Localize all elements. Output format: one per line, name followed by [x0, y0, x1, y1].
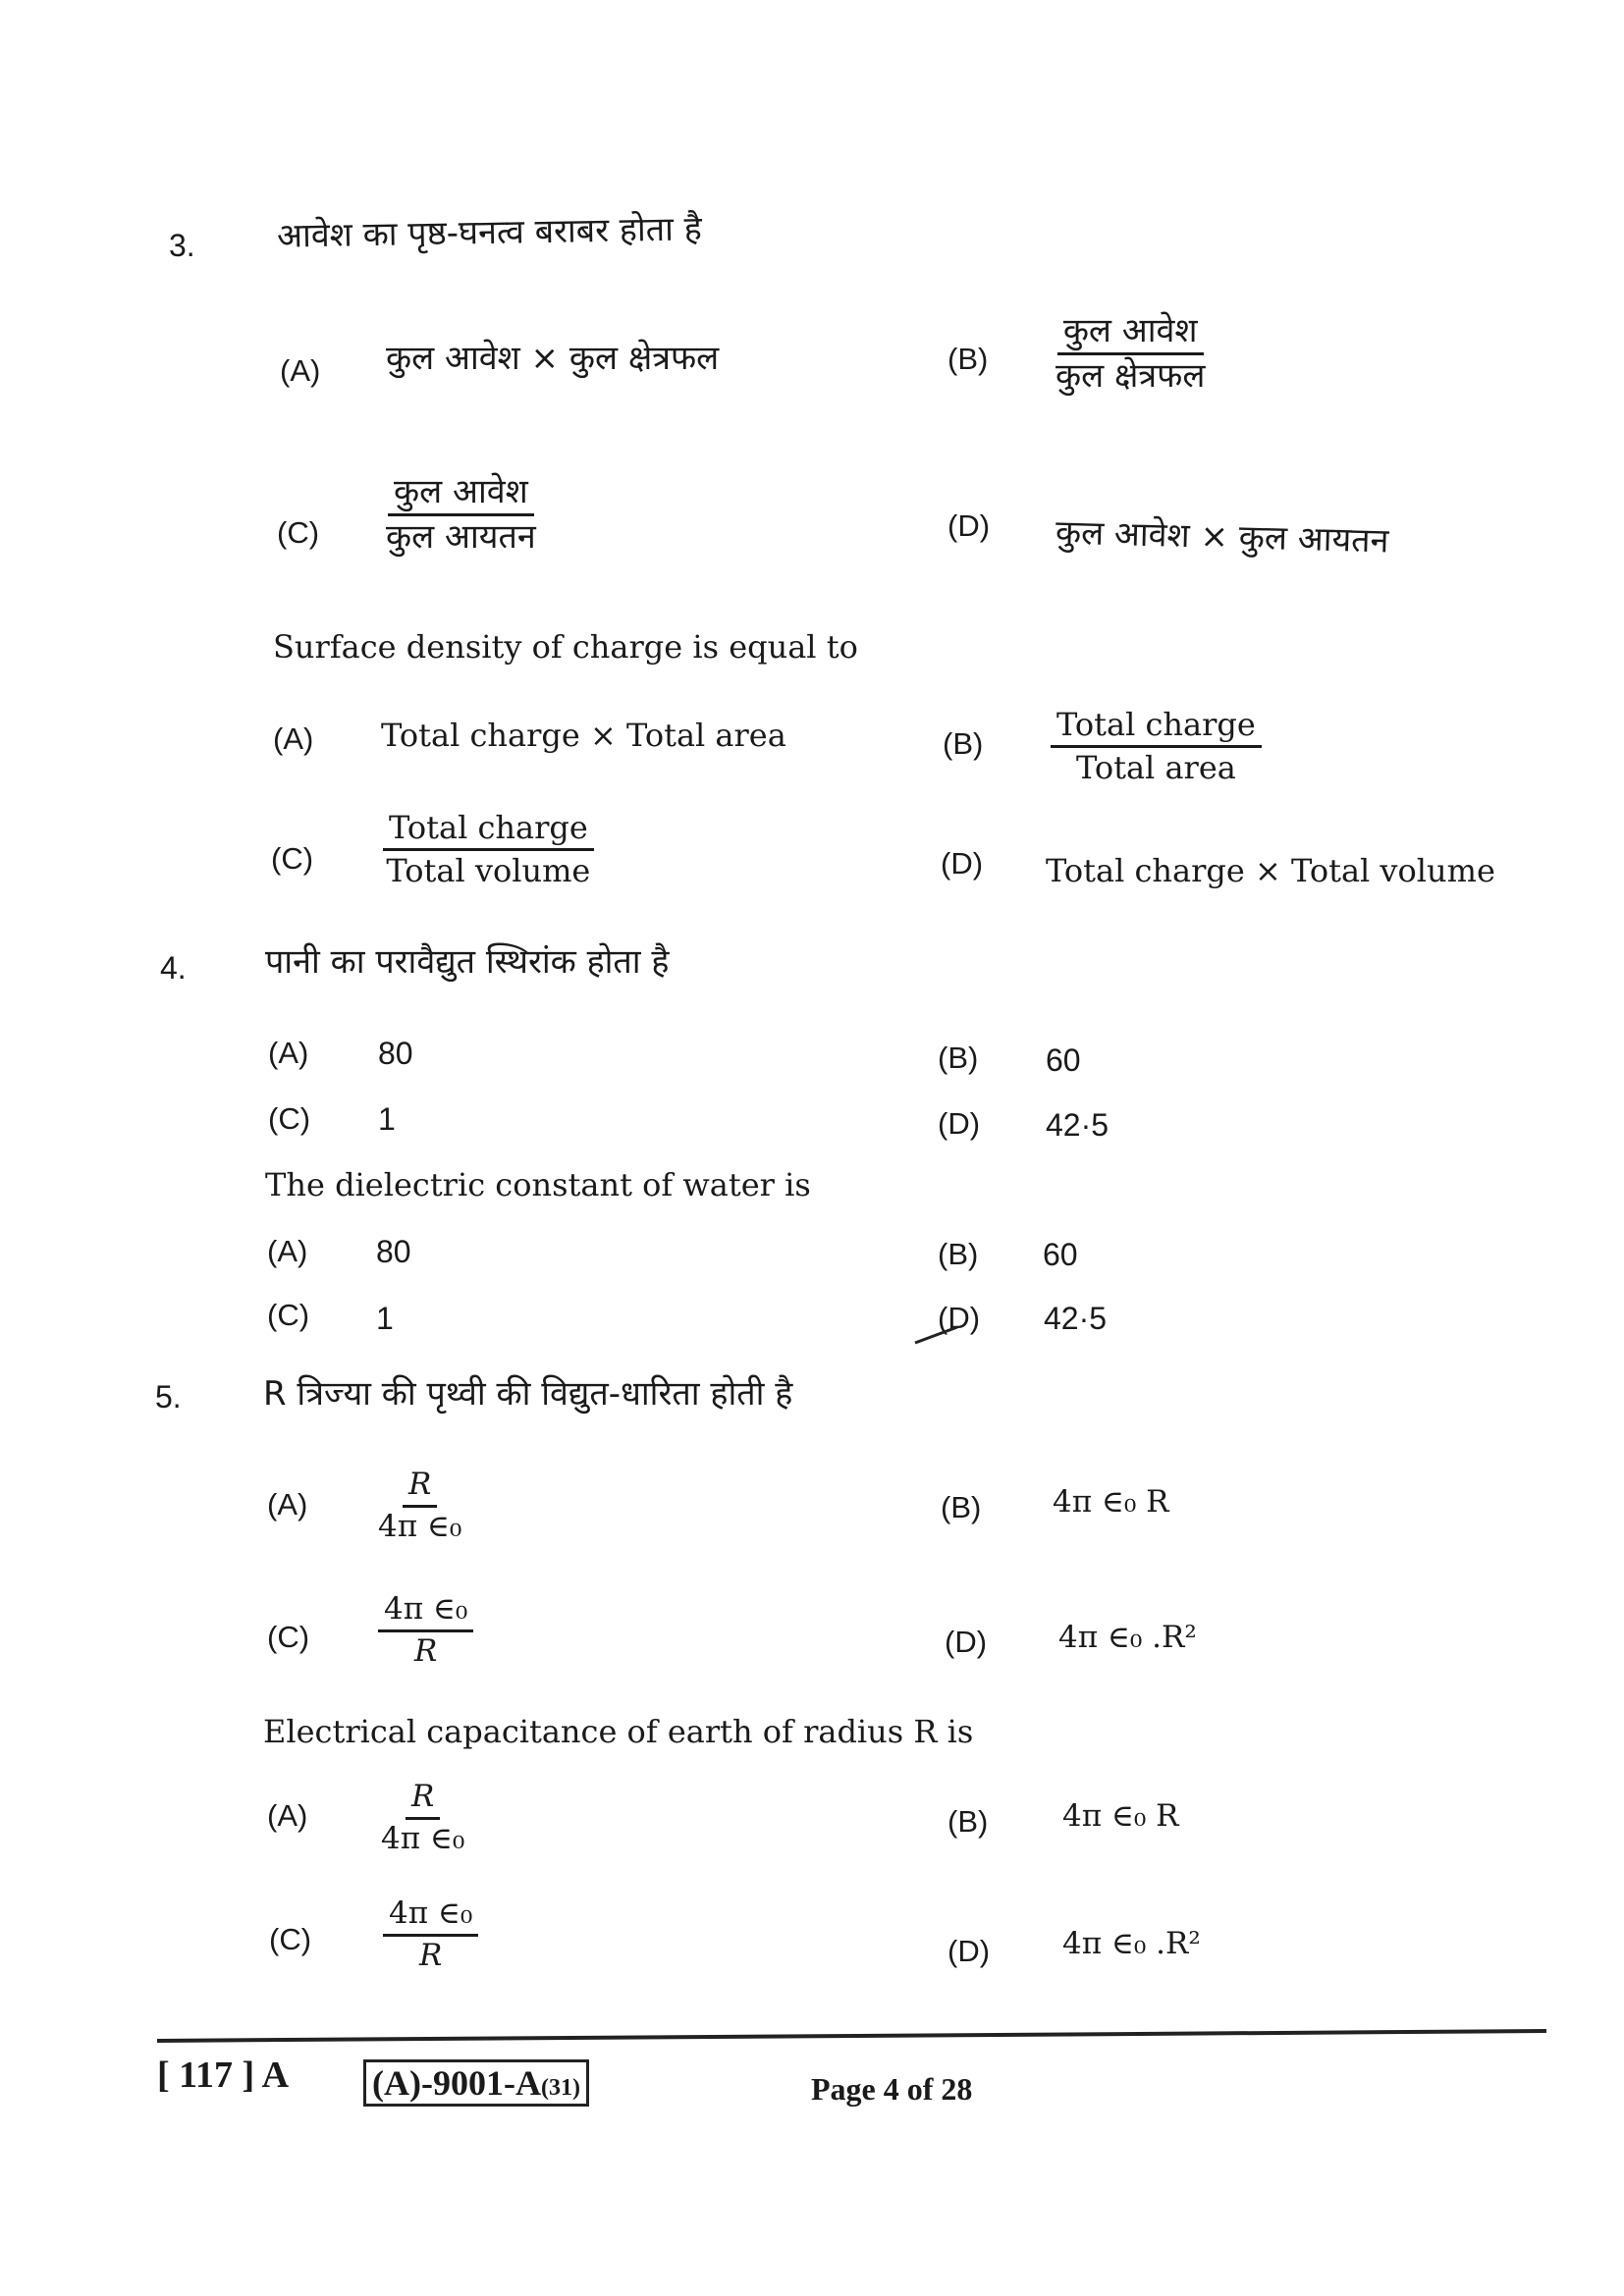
- question-5-number: 5.: [155, 1379, 182, 1415]
- option-fraction: [381, 1780, 464, 1856]
- question-4-english: The dielectric constant of water is: [265, 1166, 811, 1203]
- numerator: कुल आवेश: [388, 473, 534, 516]
- option-text: 1: [376, 1301, 394, 1336]
- option-label: (B): [947, 1804, 989, 1839]
- option-label: (A): [267, 1487, 308, 1522]
- pen-mark-icon: [913, 1315, 962, 1345]
- option-text: 1: [378, 1101, 396, 1137]
- option-label: (C): [267, 1298, 310, 1332]
- footer-paper-code: [363, 2059, 589, 2107]
- question-4-hindi: पानी का परावैद्युत स्थिरांक होता है: [265, 942, 670, 982]
- question-3-english: Surface density of charge is equal to: [273, 628, 858, 666]
- denominator: कुल आयतन: [386, 517, 536, 558]
- numerator: कुल आवेश: [1057, 312, 1204, 355]
- option-label: (A): [268, 1036, 309, 1070]
- option-label: (A): [267, 1234, 308, 1268]
- option-text: 4π ∈₀ .R²: [1062, 1926, 1201, 1961]
- option-fraction: [383, 810, 594, 889]
- option-label: (A): [273, 721, 314, 756]
- option-label: (B): [947, 342, 989, 376]
- numerator: 4π ∈₀: [378, 1592, 473, 1632]
- paper-code: (A)-9001-A: [372, 2063, 541, 2103]
- option-text: 4π ∈₀ R: [1053, 1484, 1169, 1520]
- numerator: R: [406, 1780, 440, 1820]
- option-fraction: [378, 1592, 473, 1669]
- option-text: 42·5: [1044, 1301, 1108, 1336]
- question-3-number: 3.: [169, 228, 195, 263]
- page-number: Page 4 of 28: [811, 2071, 973, 2107]
- question-5-hindi: R त्रिज्या की पृथ्वी की विद्युत-धारिता होती है: [263, 1374, 793, 1414]
- denominator: Total volume: [386, 851, 591, 889]
- option-fraction: [386, 473, 536, 557]
- question-3-hindi: आवेश का पृष्ठ-घनत्व बराबर होता है: [276, 209, 703, 256]
- numerator: 4π ∈₀: [383, 1896, 478, 1937]
- option-label: (D): [938, 1106, 981, 1141]
- option-text: कुल आवेश × कुल आयतन: [1055, 512, 1389, 561]
- paper-code-sub: (31): [540, 2075, 580, 2101]
- numerator: R: [403, 1468, 437, 1508]
- option-label: (C): [269, 1922, 312, 1956]
- option-text: कुल आवेश × कुल क्षेत्रफल: [386, 339, 720, 378]
- denominator: R: [418, 1937, 443, 1973]
- option-text: 42·5: [1046, 1107, 1110, 1143]
- denominator: 4π ∈₀: [381, 1820, 465, 1856]
- option-label: (C): [268, 1101, 311, 1136]
- option-label: (D): [941, 846, 984, 881]
- option-text: 60: [1046, 1042, 1081, 1078]
- option-label: (D): [947, 508, 991, 543]
- footer-divider: [157, 2029, 1546, 2043]
- denominator: Total area: [1075, 748, 1236, 786]
- option-label: (C): [267, 1620, 310, 1654]
- denominator: कुल क्षेत्रफल: [1056, 356, 1206, 397]
- option-fraction: [383, 1896, 478, 1973]
- option-label-marked: (D): [938, 1301, 981, 1335]
- option-fraction: [1051, 707, 1262, 786]
- option-text: Total charge × Total area: [381, 717, 786, 754]
- option-label: (B): [943, 726, 984, 761]
- option-text: 4π ∈₀ R: [1062, 1798, 1179, 1834]
- option-text: Total charge × Total volume: [1046, 852, 1495, 889]
- footer-set-code: [ 117 ] A: [157, 2055, 290, 2096]
- question-4-number: 4.: [160, 950, 187, 986]
- option-label: (A): [280, 353, 321, 388]
- numerator: Total charge: [383, 810, 594, 851]
- question-5-english: Electrical capacitance of earth of radius R is: [263, 1713, 974, 1750]
- option-text: 80: [376, 1234, 411, 1269]
- option-label: (B): [938, 1237, 979, 1271]
- denominator: 4π ∈₀: [378, 1508, 462, 1544]
- option-label: (A): [267, 1798, 308, 1833]
- numerator: Total charge: [1051, 707, 1262, 748]
- option-label: (C): [271, 841, 314, 876]
- denominator: R: [413, 1632, 438, 1669]
- option-label: (B): [938, 1041, 979, 1075]
- option-label: (B): [941, 1490, 982, 1524]
- option-text: 60: [1043, 1237, 1078, 1272]
- option-fraction: [1056, 312, 1205, 396]
- option-text: 80: [378, 1036, 413, 1071]
- option-label: (D): [945, 1625, 988, 1659]
- option-label: (D): [947, 1934, 991, 1968]
- option-fraction: [378, 1468, 461, 1544]
- option-label: (C): [277, 515, 320, 550]
- option-text: 4π ∈₀ .R²: [1058, 1620, 1197, 1655]
